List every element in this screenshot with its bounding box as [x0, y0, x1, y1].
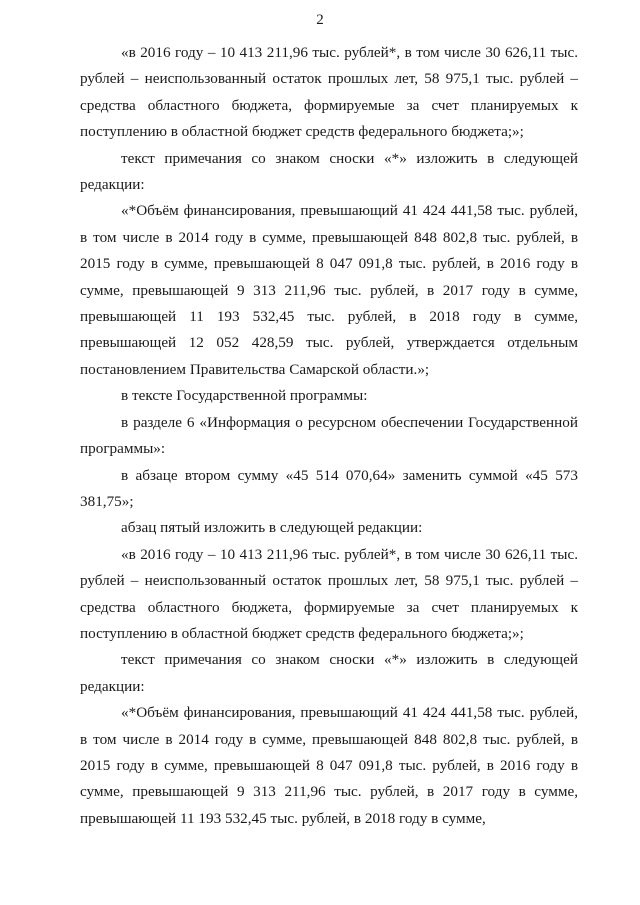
page-number: 2 — [316, 12, 324, 28]
paragraph-footnote-instruction-repeat: текст примечания со знаком сноски «*» изложить в следующей редакции: — [80, 651, 578, 695]
document-body — [80, 40, 578, 832]
paragraph-funding-2016: «в 2016 году – 10 413 211,96 тыс. рублей*, в том числе 30 626,11 тыс. рублей – неиспользованный остаток прошлых лет, 58 975,1 тыс. рублей – средства областного бюджета, формируемые за счет планируемых к поступлению в областной бюджет средств федерального бюджета;»; — [80, 44, 578, 141]
paragraph-footnote-text: «*Объём финансирования, превышающий 41 424 441,58 тыс. рублей, в том числе в 2014 году в сумме, превышающей 848 802,8 тыс. рублей, в 2015 году в сумме, превышающей 8 047 091,8 тыс. рублей, в 2016 году в сумме, превышающей 9 313 211,96 тыс. рублей, в 2017 году в сумме, превышающей 11 193 532,45 тыс. рублей, в 2018 году в сумме, превышающей 12 052 428,59 тыс. рублей, утверждается отдельным постановлением Правительства Самарской области.»; — [80, 202, 578, 378]
paragraph-funding-2016-repeat: «в 2016 году – 10 413 211,96 тыс. рублей*, в том числе 30 626,11 тыс. рублей – неиспользованный остаток прошлых лет, 58 975,1 тыс. рублей – средства областного бюджета, формируемые за счет планируемых к поступлению в областной бюджет средств федерального бюджета;»; — [80, 545, 578, 642]
paragraph-program-text-intro: в тексте Государственной программы: — [121, 387, 368, 405]
paragraph-fifth-abzats-instruction: абзац пятый изложить в следующей редакции: — [121, 519, 423, 537]
paragraph-footnote-instruction: текст примечания со знаком сноски «*» изложить в следующей редакции: — [80, 149, 578, 194]
paragraph-replace-sum: в абзаце втором сумму «45 514 070,64» заменить суммой «45 573 381,75»; — [80, 466, 578, 510]
paragraph-footnote-text-repeat: «*Объём финансирования, превышающий 41 424 441,58 тыс. рублей, в том числе в 2014 году в сумме, превышающей 848 802,8 тыс. рублей, в 2015 году в сумме, превышающей 8 047 091,8 тыс. рублей, в 2016 году в сумме, превышающей 9 313 211,96 тыс. рублей, в 2017 году в сумме, превышающей 11 193 532,45 тыс. рублей, в 2018 году в сумме, — [80, 704, 578, 827]
paragraph-section-6-reference: в разделе 6 «Информация о ресурсном обеспечении Государственной программы»: — [80, 413, 578, 458]
